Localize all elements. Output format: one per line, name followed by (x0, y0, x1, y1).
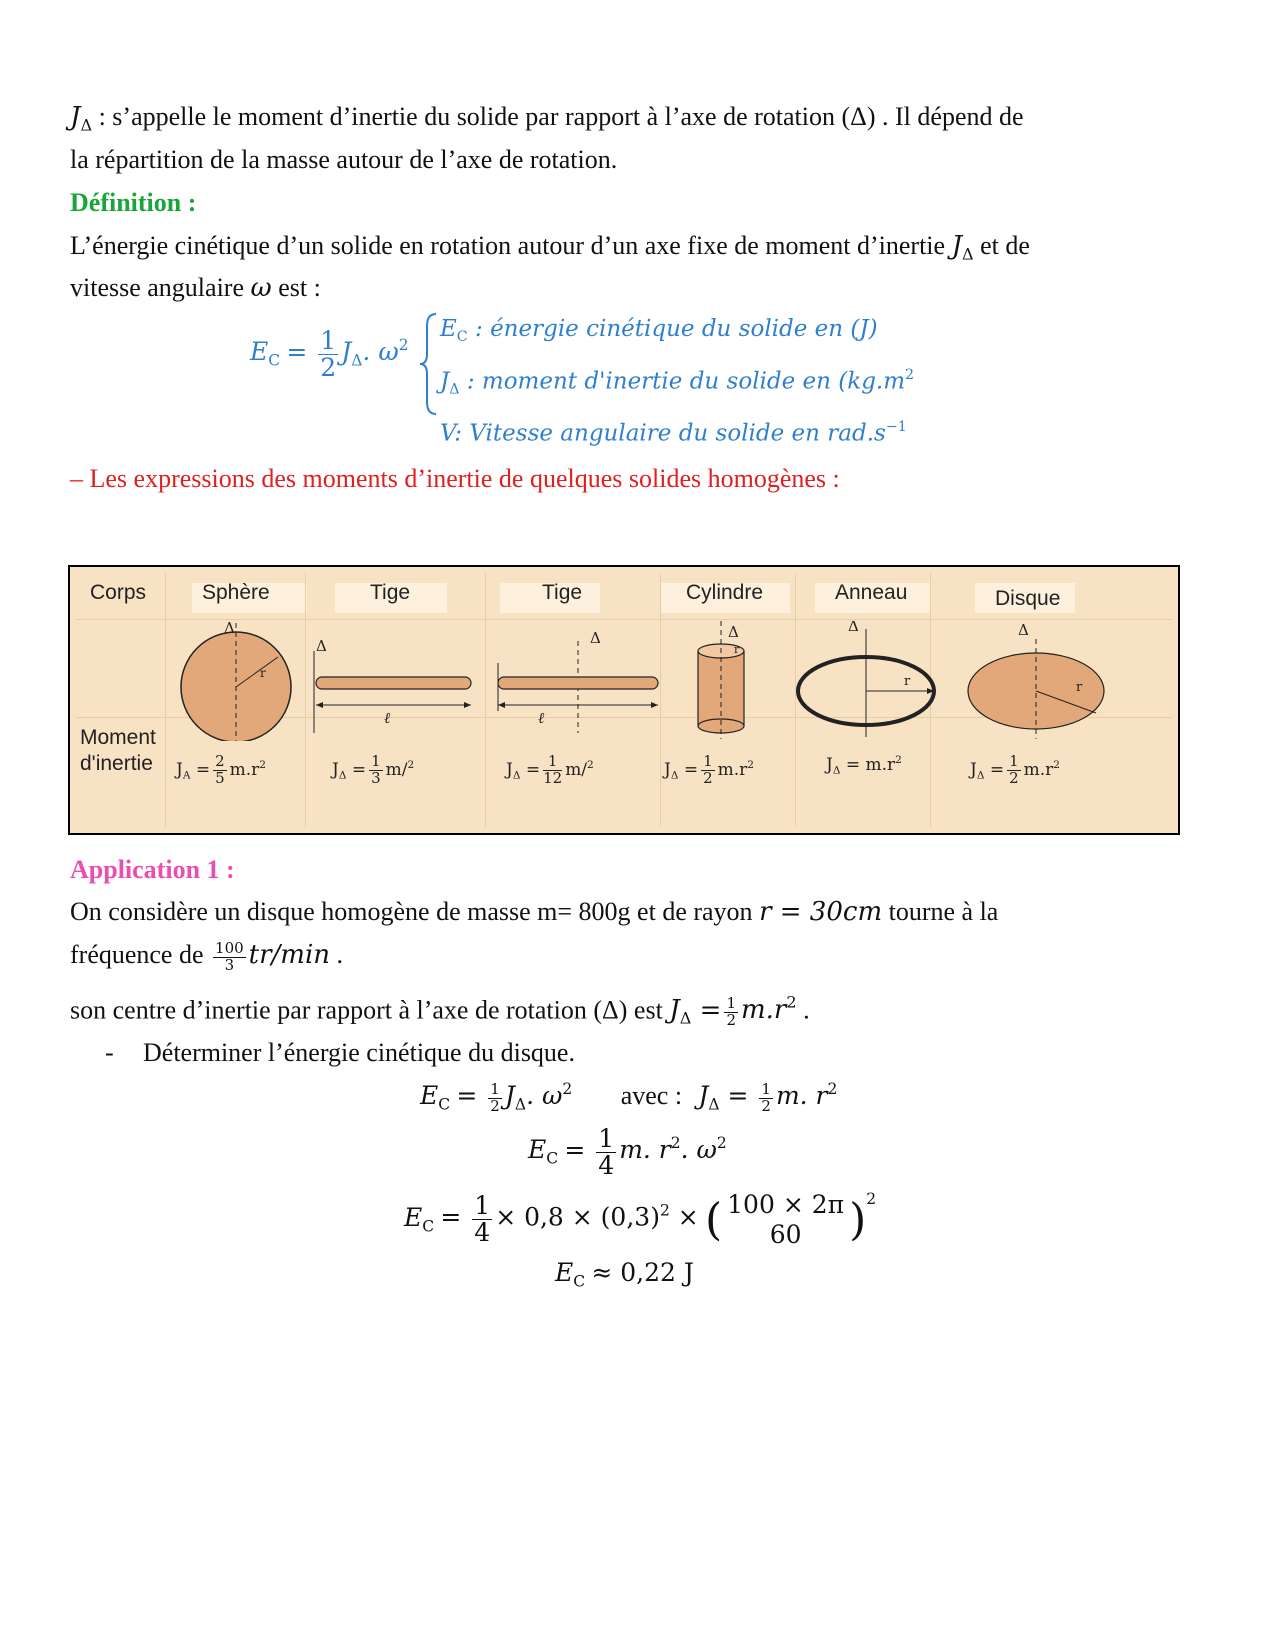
svg-text:r: r (260, 666, 266, 680)
application-line-1: On considère un disque homogène de masse m= 800g et de rayon r = 30cm tourne à la (70, 897, 999, 927)
cylinder-drawing (698, 621, 744, 739)
svg-text:Δ: Δ (224, 621, 235, 637)
header-disque: Disque (995, 587, 1061, 610)
application-line-3: son centre d’inertie par rapport à l’axe de rotation (Δ) est $J_\Delta$ = $\frac{1}{2}$ $m.r^2$ . (70, 993, 810, 1029)
brace-icon (418, 312, 440, 416)
svg-text:Δ: Δ (728, 623, 739, 641)
inertia-list-heading: – Les expressions des moments d’inertie de quelques solides homogènes : (70, 464, 840, 493)
definition-line-2: vitesse angulaire ω est : (70, 273, 321, 303)
definition-title: Définition : (70, 188, 197, 217)
formula-sphere: $J_A$ = $\frac{2}{5}$ $m.r^2$ (176, 752, 266, 787)
svg-text:r: r (1076, 680, 1083, 695)
legend-line-3: V: Vitesse angulaire du solide en $rad.s^{-1}$ (440, 419, 907, 447)
application-line-2: fréquence de $\frac{100}{3}$ tr/min . (70, 938, 344, 974)
svg-text:Δ: Δ (1018, 621, 1029, 639)
formula-disque: $J_\Delta$ = $\frac{1}{2}$ $m.r^2$ (970, 752, 1060, 787)
header-tige-center: Tige (542, 581, 583, 604)
formula-tige-center: $J_\Delta$ = $\frac{1}{12}$ m/$^2$ (506, 752, 594, 787)
header-corps: Corps (90, 581, 147, 604)
ring-drawing (798, 621, 934, 737)
solids-illustration (166, 621, 1178, 741)
formula-cylindre: $J_\Delta$ = $\frac{1}{2}$ $m.r^2$ (664, 752, 754, 787)
svg-text:Δ: Δ (316, 637, 327, 655)
step-2: $E_C$ = $\frac{1}{4}$ m. $r^2$. $\omega^2$ (528, 1124, 727, 1181)
legend-line-1: $E_C$ : énergie cinétique du solide en (J) (440, 316, 878, 345)
formula-anneau: $J_\Delta = m.r^2$ (826, 754, 902, 777)
step-1: $E_C$ = $\frac{1}{2}$ $J_\Delta$. $\omega^2$ avec : $J_\Delta$ = $\frac{1}{2}$ m. $r^2$ (420, 1080, 838, 1115)
sphere-drawing (181, 621, 291, 741)
header-sphere: Sphère (202, 581, 270, 604)
definition-line-1: L’énergie cinétique d’un solide en rotation autour d’un axe fixe de moment d’inertie $J_\Delta$ et de (70, 231, 1030, 264)
step-3: $E_C$ = $\frac{1}{4}$ × $0,8 \times (0,3)^2$ × ( 100 × 2π 60 )$^2$ (404, 1189, 877, 1249)
svg-text:r: r (734, 643, 740, 656)
svg-text:Δ: Δ (848, 621, 859, 635)
j-delta-symbol: $J_\Delta$ (70, 102, 93, 135)
kinetic-energy-formula: $E_C$ = $\frac{1}{2}$ $J_\Delta$. $\omega^2$ (250, 326, 409, 383)
rod-center-axis-drawing (498, 629, 658, 733)
header-anneau: Anneau (835, 581, 908, 604)
legend (440, 310, 914, 453)
svg-text:ℓ: ℓ (538, 709, 545, 727)
intro-line-2: la répartition de la masse autour de l’axe de rotation. (70, 145, 618, 174)
svg-text:Δ: Δ (590, 629, 601, 647)
legend-line-2: $J_\Delta$ : moment d'inertie du solide en ($kg.m^2$ (440, 366, 915, 398)
intro-line-1: $J_\Delta$ : s’appelle le moment d’inertie du solide par rapport à l’axe de rotation (Δ) . Il dépend de (70, 102, 1024, 135)
rod-end-axis-drawing (314, 637, 471, 733)
svg-text:ℓ: ℓ (384, 709, 391, 727)
step-4-result: $E_C \approx 0,22$ J (555, 1258, 694, 1291)
header-tige-end: Tige (370, 581, 411, 604)
disk-drawing (968, 621, 1104, 739)
task-dash: - (105, 1038, 114, 1067)
application-title: Application 1 : (70, 855, 235, 884)
task-text: Déterminer l’énergie cinétique du disque. (143, 1038, 575, 1067)
svg-text:r: r (904, 674, 911, 689)
header-cylindre: Cylindre (686, 581, 764, 604)
inertia-table (68, 565, 1180, 835)
formula-tige-end: $J_\Delta$ = $\frac{1}{3}$ m/$^2$ (332, 752, 415, 787)
row-label-moment-inertie: Moment d'inertie (80, 726, 156, 775)
